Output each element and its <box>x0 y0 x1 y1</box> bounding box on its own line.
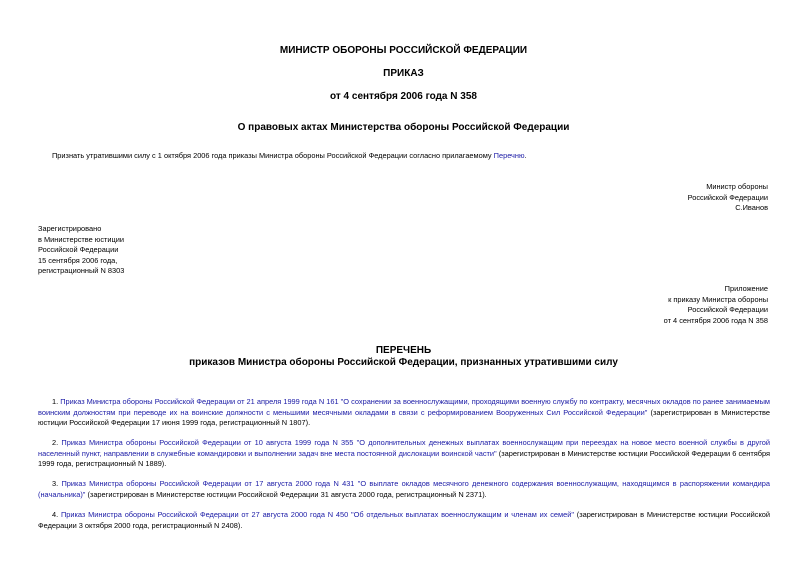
intro-end: . <box>524 151 527 160</box>
item-registration: (зарегистрирован в Министерстве юстиции Российской Федерации 17 июня 1999 года, регистрационный N 1807). <box>38 407 770 428</box>
order-link[interactable]: Приказ Министра обороны Российской Федерации от 21 апреля 1999 года N 161 "О сохранении за военнослужащими, проходящими военную службу по контракту, месячных окладов по ранее занимаемым воинским должностям при переводе их на воинские должности с меньшими месячными окладами в связи с реформированием Вооруженных Сил Российской Федерации" <box>38 397 770 417</box>
signature-block <box>568 182 768 214</box>
appendix-line: Российской Федерации <box>687 305 768 314</box>
signature-name: С.Иванов <box>735 203 768 212</box>
list-item <box>38 479 770 500</box>
appendix-line: от 4 сентября 2006 года N 358 <box>663 315 768 325</box>
list-item <box>38 397 770 429</box>
registration-line: в Министерстве юстиции <box>38 234 125 244</box>
list-item <box>38 438 770 470</box>
intro-paragraph <box>52 151 772 162</box>
item-registration: (зарегистрирован в Министерстве юстиции Российской Федерации 3 октября 2000 года, регистрационный N 2408). <box>38 510 771 530</box>
registration-line: регистрационный N 8303 <box>38 266 125 275</box>
appendix-line: к приказу Министра обороны <box>668 294 768 304</box>
list-item <box>38 510 770 531</box>
date-number-heading: от 4 сентября 2006 года N 358 <box>330 91 477 102</box>
signature-line: Российской Федерации <box>687 192 768 202</box>
item-registration: (зарегистрирован в Министерстве юстиции Российской Федерации 31 августа 2000 года, регистрационный N 2371). <box>85 489 487 499</box>
registration-line: Российской Федерации <box>38 245 119 254</box>
registration-line: Зарегистрировано <box>38 224 102 233</box>
signature-line: Министр обороны <box>706 182 768 191</box>
registration-block <box>38 224 238 277</box>
intro-text: Признать утратившими силу с 1 октября 2006 года приказы Министра обороны Российской Федерации согласно прилагаемому <box>52 151 494 160</box>
registration-line: 15 сентября 2006 года, <box>38 255 118 265</box>
appendix-line: Приложение <box>724 284 768 293</box>
list-subtitle: приказов Министра обороны Российской Федерации, признанных утратившими силу <box>189 357 618 368</box>
item-number: 4. <box>52 510 61 519</box>
order-link[interactable]: Приказ Министра обороны Российской Федерации от 10 августа 1999 года N 355 "О дополнительных денежных выплатах военнослужащим при переездах на новое место военной службы в другой населенный пункт, направлении в служебные командировки и выполнении задач вне места постоянной дислокации воинской части" <box>38 438 770 458</box>
item-number: 1. <box>52 397 61 406</box>
order-link[interactable]: Приказ Министра обороны Российской Федерации от 17 августа 2000 года N 431 "О выплате окладов месячного денежного содержания военнослужащим, находящимся в распоряжении командира (начальника)" <box>38 479 771 499</box>
list-link[interactable]: Перечню <box>493 151 525 160</box>
doc-type-heading: ПРИКАЗ <box>383 68 424 79</box>
item-registration: (зарегистрирован в Министерстве юстиции Российской Федерации 6 сентября 1999 года, регистрационный N 1889). <box>38 448 770 469</box>
item-number: 2. <box>52 438 62 447</box>
appendix-block <box>528 284 768 326</box>
list-title: ПЕРЕЧЕНЬ <box>375 345 432 356</box>
item-number: 3. <box>52 479 62 488</box>
ministry-heading: МИНИСТР ОБОРОНЫ РОССИЙСКОЙ ФЕДЕРАЦИИ <box>279 45 528 56</box>
order-link[interactable]: Приказ Министра обороны Российской Федерации от 27 августа 2000 года N 450 "Об отдельных выплатах военнослужащим и членам их семей" <box>60 510 574 519</box>
subject-heading: О правовых актах Министерства обороны Российской Федерации <box>237 122 570 133</box>
